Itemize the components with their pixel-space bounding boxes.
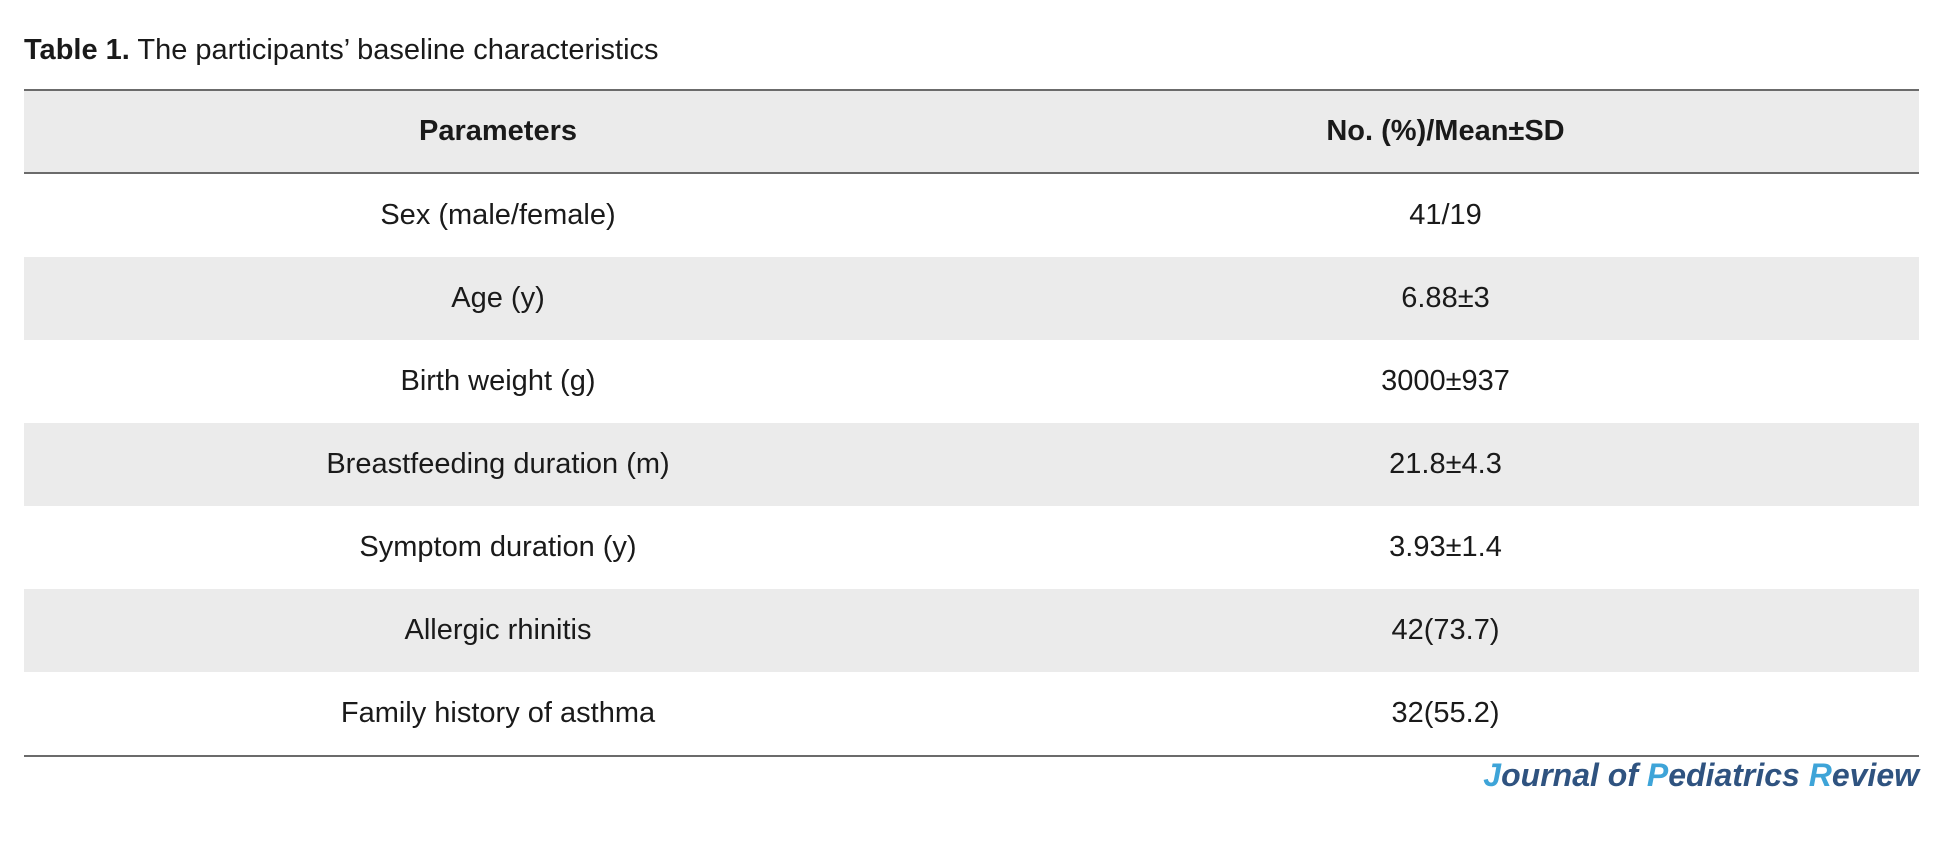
row-parameter: Allergic rhinitis (404, 614, 592, 646)
header-value: No. (%)/Mean±SD (1326, 115, 1565, 147)
row-value: 3.93±1.4 (1389, 531, 1502, 563)
table-caption-label: Table 1. (24, 34, 130, 66)
journal-logo-part2: ediatrics (1668, 757, 1809, 793)
table-row (24, 589, 1919, 672)
row-parameter: Family history of asthma (340, 697, 656, 729)
table-row (24, 672, 1919, 755)
row-parameter: Age (y) (451, 282, 545, 314)
journal-logo-p: P (1646, 757, 1669, 793)
journal-logo (1483, 757, 1919, 794)
row-value: 21.8±4.3 (1389, 448, 1502, 480)
journal-logo-part1: ournal of (1501, 757, 1647, 793)
journal-logo-part3: eview (1831, 757, 1919, 793)
row-value: 42(73.7) (1391, 614, 1500, 646)
table-header-row (24, 91, 1919, 174)
row-value: 3000±937 (1381, 365, 1510, 397)
row-value: 41/19 (1409, 199, 1482, 231)
table-caption (24, 30, 659, 70)
row-parameter: Symptom duration (y) (359, 531, 637, 563)
row-parameter: Birth weight (g) (400, 365, 596, 397)
journal-logo-j: J (1483, 757, 1502, 793)
table-row (24, 257, 1919, 340)
row-value: 32(55.2) (1391, 697, 1500, 729)
header-parameters: Parameters (419, 115, 577, 147)
row-value: 6.88±3 (1401, 282, 1490, 314)
table-caption-text: The participants’ baseline characteristics (129, 34, 659, 66)
table-row (24, 340, 1919, 423)
baseline-characteristics-table (24, 89, 1919, 757)
row-parameter: Sex (male/female) (380, 199, 616, 231)
journal-logo-r: R (1808, 757, 1832, 793)
row-parameter: Breastfeeding duration (m) (326, 448, 670, 480)
table-row (24, 506, 1919, 589)
table-row (24, 423, 1919, 506)
table-row (24, 174, 1919, 257)
